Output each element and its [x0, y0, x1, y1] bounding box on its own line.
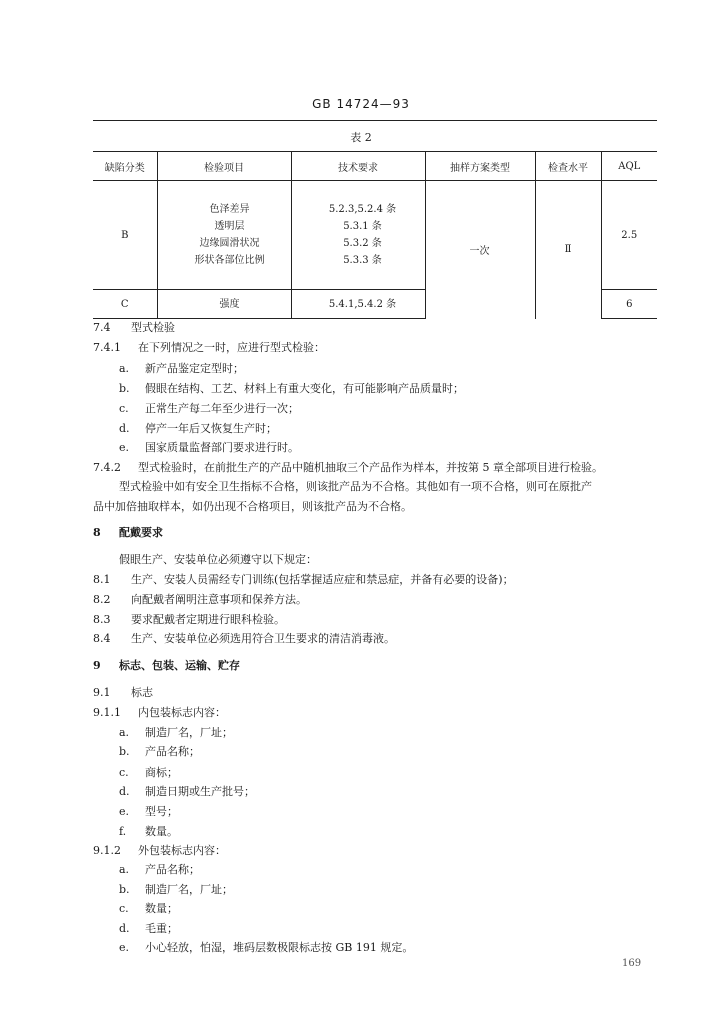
line-text: 生产、安装人员需经专门训练(包括掌握适应症和禁忌症，并备有必要的设备)； — [131, 573, 514, 586]
line-text: 型式检验时，在前批生产的产品中随机抽取三个产品作为样本，并按第 5 章全部项目进行检验。 — [138, 461, 603, 474]
list-item — [119, 902, 689, 916]
clause-number: 8 — [93, 526, 101, 539]
line-text: 配戴要求 — [119, 526, 163, 539]
item: 边缘圆滑状况 — [199, 238, 260, 249]
list-item — [119, 863, 689, 877]
clause-number: b. — [119, 745, 130, 758]
line-text: 国家质量监督部门要求进行时。 — [145, 441, 299, 454]
item: 色泽差异 — [209, 204, 250, 215]
technical-requirements — [291, 181, 425, 290]
line-text: 型式检验中如有安全卫生指标不合格，则该批产品为不合格。其他如有一项不合格，则可在原批产 — [119, 480, 592, 493]
table-header-row — [93, 152, 657, 181]
clause-number: 7.4 — [93, 321, 111, 334]
line-text: 型式检验 — [131, 321, 175, 334]
clause-number: d. — [119, 922, 130, 935]
list-item — [119, 766, 689, 780]
line-text: 产品名称； — [145, 863, 200, 876]
line-text: 标志、包装、运输、贮存 — [119, 659, 240, 672]
clause-number: 7.4.2 — [93, 461, 121, 474]
line-text: 型号； — [145, 805, 178, 818]
line-text: 制造日期或生产批号； — [145, 785, 255, 798]
line-text: 标志 — [131, 686, 153, 699]
column-header: AQL — [601, 152, 657, 181]
clause-number: 7.4.1 — [93, 341, 121, 354]
list-item — [119, 726, 689, 740]
line-text: 商标； — [145, 766, 178, 779]
table-title: 表 2 — [350, 131, 372, 144]
clause-number: 9.1.2 — [93, 844, 121, 857]
line-text: 假眼在结构、工艺、材料上有重大变化，有可能影响产品质量时； — [145, 382, 464, 395]
list-item — [119, 825, 689, 839]
clause-number: e. — [119, 941, 130, 954]
line-text: 制造厂名，厂址； — [145, 883, 233, 896]
list-item — [119, 922, 689, 936]
header-rule — [93, 120, 657, 121]
technical-requirement: 5.4.1,5.4.2 条 — [291, 290, 425, 319]
item: 形状各部位比例 — [194, 255, 265, 266]
paragraph-line — [93, 321, 663, 335]
requirement: 5.3.1 条 — [343, 221, 382, 232]
line-text: 毛重； — [145, 922, 178, 935]
clause-number: 8.4 — [93, 632, 111, 645]
clause-number: 9.1 — [93, 686, 111, 699]
inspection-level: Ⅱ — [535, 181, 601, 319]
paragraph-line — [119, 480, 689, 494]
list-item — [119, 745, 689, 759]
clause-number: e. — [119, 441, 130, 454]
line-text: 数量； — [145, 902, 178, 915]
clause-number: c. — [119, 766, 129, 779]
clause-number: b. — [119, 883, 130, 896]
column-header: 抽样方案类型 — [425, 152, 535, 181]
paragraph-line — [93, 593, 663, 607]
list-item — [119, 402, 689, 416]
column-header: 技术要求 — [291, 152, 425, 181]
paragraph-line — [119, 553, 689, 567]
paragraph-line — [93, 844, 663, 858]
paragraph-line — [93, 632, 663, 646]
list-item — [119, 805, 689, 819]
column-header: 缺陷分类 — [93, 152, 157, 181]
clause-number: b. — [119, 382, 130, 395]
line-text: 内包装标志内容： — [138, 706, 226, 719]
clause-number: 8.1 — [93, 573, 111, 586]
paragraph-line — [93, 706, 663, 720]
inspection-table — [93, 151, 657, 319]
line-text: 生产、安装单位必须选用符合卫生要求的清洁消毒液。 — [131, 632, 395, 645]
table-row — [93, 181, 657, 290]
defect-class: C — [93, 290, 157, 319]
sampling-scheme: 一次 — [425, 181, 535, 319]
clause-number: d. — [119, 785, 130, 798]
clause-number: f. — [119, 825, 127, 838]
paragraph-line — [93, 686, 663, 700]
line-text: 产品名称； — [145, 745, 200, 758]
paragraph-line — [93, 613, 663, 627]
paragraph-line — [93, 341, 663, 355]
clause-number: a. — [119, 362, 130, 375]
clause-number: 8.2 — [93, 593, 111, 606]
inspection-items — [157, 181, 291, 290]
clause-number: c. — [119, 902, 129, 915]
requirement: 5.2.3,5.2.4 条 — [328, 204, 397, 215]
requirement: 5.3.3 条 — [343, 255, 382, 266]
defect-class: B — [121, 229, 129, 241]
line-text: 停产一年后又恢复生产时； — [145, 422, 277, 435]
column-header: 检查水平 — [535, 152, 601, 181]
clause-number: 9.1.1 — [93, 706, 121, 719]
line-text: 正常生产每二年至少进行一次； — [145, 402, 299, 415]
clause-number: 8.3 — [93, 613, 111, 626]
list-item — [119, 382, 689, 396]
clause-number: d. — [119, 422, 130, 435]
page-number: 169 — [622, 958, 642, 969]
list-item — [119, 422, 689, 436]
paragraph-line — [93, 461, 663, 475]
list-item — [119, 441, 689, 455]
line-text: 在下列情况之一时，应进行型式检验： — [138, 341, 325, 354]
item: 透明层 — [214, 221, 245, 232]
clause-number: e. — [119, 805, 130, 818]
clause-number: a. — [119, 726, 130, 739]
line-text: 数量。 — [145, 825, 178, 838]
column-header: 检验项目 — [157, 152, 291, 181]
line-text: 制造厂名，厂址； — [145, 726, 233, 739]
line-text: 小心轻放，怕湿，堆码层数极限标志按 GB 191 规定。 — [145, 941, 414, 954]
clause-number: c. — [119, 402, 129, 415]
aql-value: 2.5 — [601, 181, 657, 290]
list-item — [119, 785, 689, 799]
line-text: 向配戴者阐明注意事项和保养方法。 — [131, 593, 307, 606]
list-item — [119, 941, 689, 955]
line-text: 品中加倍抽取样本，如仍出现不合格项目，则该批产品为不合格。 — [93, 500, 412, 513]
requirement: 5.3.2 条 — [343, 238, 382, 249]
section-heading — [93, 659, 663, 673]
section-heading — [93, 526, 663, 540]
paragraph-line — [93, 500, 663, 514]
line-text: 假眼生产、安装单位必须遵守以下规定： — [119, 553, 317, 566]
list-item — [119, 362, 689, 376]
aql-value: 6 — [601, 290, 657, 319]
line-text: 外包装标志内容： — [138, 844, 226, 857]
inspection-item: 强度 — [157, 290, 291, 319]
line-text: 要求配戴者定期进行眼科检验。 — [131, 613, 285, 626]
document-header: GB 14724—93 — [312, 97, 410, 111]
clause-number: 9 — [93, 659, 101, 672]
paragraph-line — [93, 573, 663, 587]
list-item — [119, 883, 689, 897]
line-text: 新产品鉴定定型时； — [145, 362, 244, 375]
clause-number: a. — [119, 863, 130, 876]
